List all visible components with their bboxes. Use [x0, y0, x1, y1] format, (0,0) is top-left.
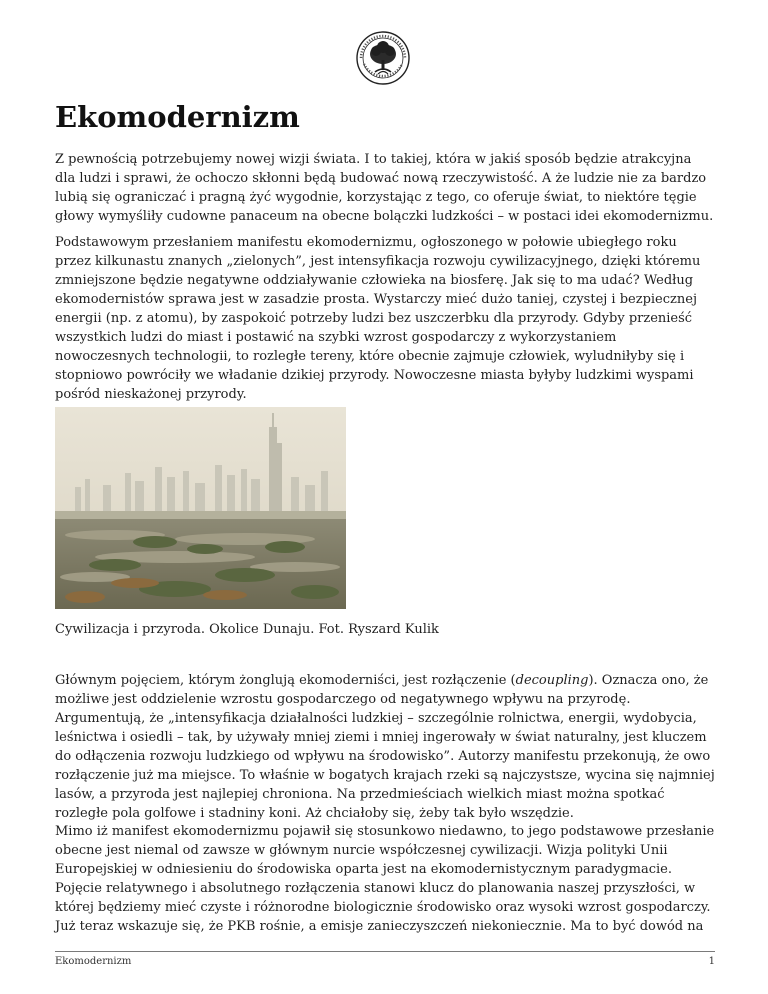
footer-divider [55, 951, 715, 952]
paragraph-decoupling-rest: ). Oznacza ono, że możliwe jest oddzielenie wzrostu gospodarczego od negatywnego wpływu na przyrodę. Argumentują, że „intensyfikacja działalności ludzkiej – szczególnie rolnictwa, energii, wydobycia, leśnictwa i osiedli – tak, by używały mniej ziemi i mniej ingerowały w świat naturalny, jest kluczem do odłączenia rozwoju ludzkiego od wpływu na środowisko”. Autorzy manifestu przekonują, że owo rozłączenie już ma miejsce. To właśnie w bogatych krajach rzeki są najczystsze, wycina się najmniej lasów, a przyroda jest najlepiej chroniona. Na przedmieściach wielkich miast można spotkać rozległe pola golfowe i stadniny koni. Aż chciałoby się, żeby tak było wszędzie. [55, 673, 715, 821]
paragraph-intro: Z pewnością potrzebujemy nowej wizji świata. I to takiej, która w jakiś sposób będzie atrakcyjna dla ludzi i sprawi, że ochoczo skłonni będą budować nową rzeczywistość. A że ludzie nie za bardzo lubią się ograniczać i pragną żyć wygodnie, korzystając z tego, co oferuje świat, to niektóre tęgie głowy wymyśliły cudowne panaceum na obecne bolączki ludzkości – w postaci idei ekomodernizmu. [55, 152, 714, 224]
paragraph-decoupling [55, 671, 715, 823]
paragraph-decoupling-start: Głównym pojęciem, którym żonglują ekomoderniści, jest rozłączenie ( [55, 673, 516, 688]
term-decoupling: decoupling [515, 673, 589, 688]
paragraph-manifest: Podstawowym przesłaniem manifestu ekomodernizmu, ogłoszonego w połowie ubiegłego roku przez kilkunastu znanych „zielonych”, jest intensyfikacja rozwoju cywilizacyjnego, dzięki któremu zmniejszone będzie negatywne oddziaływanie człowieka na biosferę. Jak się to ma udać? Według ekomodernistów sprawa jest w zasadzie prosta. Wystarczy mieć dużo taniej, czystej i bezpiecznej energii (np. z atomu), by zaspokoić potrzeby ludzi bez uszczerbku dla przyrody. Gdyby przenieść wszystkich ludzi do miast i postawić na szybki wzrost gospodarczy z wykorzystaniem nowoczesnych technologii, to rozległe tereny, które obecnie zajmuje człowiek, wyludniłyby się i stopniowo powróciły we władanie dzikiej przyrody. Nowoczesne miasta byłyby ludzkimi wyspami pośród nieskażonej przyrody. [55, 235, 701, 402]
photo-caption: Cywilizacja i przyroda. Okolice Dunaju. Fot. Ryszard Kulik [55, 622, 439, 637]
paragraph-eu-policy: Mimo iż manifest ekomodernizmu pojawił się stosunkowo niedawno, to jego podstawowe przesłanie obecne jest niemal od zawsze w głównym nurcie współczesnej cywilizacji. Wizja polityki Unii Europejskiej w odniesieniu do środowiska oparta jest na ekomodernistycznym paradygmacie. Pojęcie relatywnego i absolutnego rozłączenia stanowi klucz do planowania naszej przyszłości, w której będziemy mieć czyste i różnorodne biologicznie środowisko oraz wysoki wzrost gospodarczy. Już teraz wskazuje się, że PKB rośnie, a emisje zanieczyszczeń niekoniecznie. Ma to być dowód na [55, 824, 715, 934]
page-title: Ekomodernizm [55, 100, 300, 134]
page-number: 1 [708, 956, 715, 967]
photo-city-and-nature [55, 407, 346, 609]
document-page [55, 0, 715, 994]
footer-title: Ekomodernizm [55, 956, 132, 967]
tree-seal-logo-icon [355, 30, 411, 86]
